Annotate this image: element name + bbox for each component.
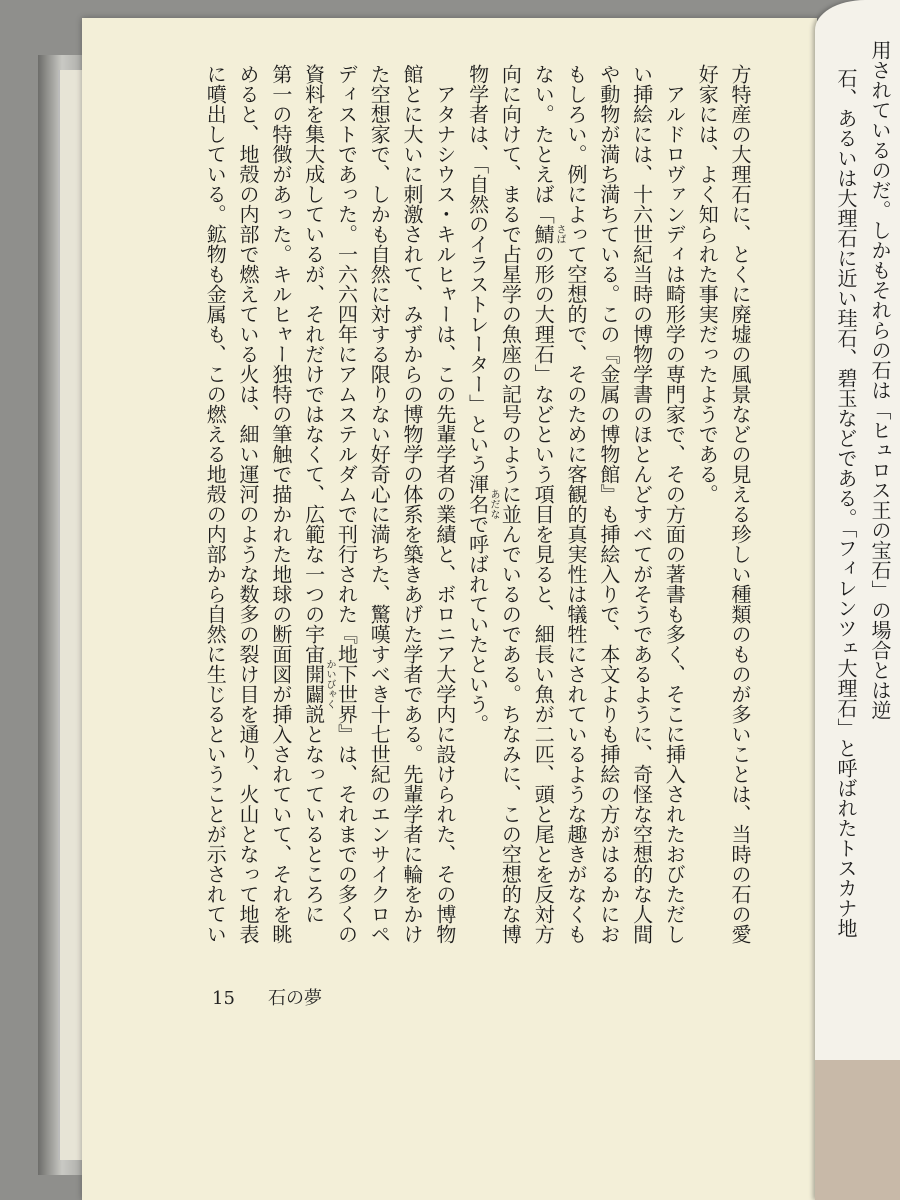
ruby-adana: あだな: [488, 489, 499, 519]
text-column: 館とに大いに刺激されて、みずからの博物学の体系を築きあげた学者である。先輩学者に輪をかけ: [400, 64, 425, 944]
text-column: 物学者は、「自然のイラストレーター」という渾名で呼ばれていたという。: [465, 64, 490, 734]
text-column: た空想家で、しかも自然に対する限りない好奇心に満ちた、驚嘆すべき十七世紀のエンサイクロペ: [367, 64, 392, 944]
text-column: もしろい。例によって空想的で、そのために客観的真実性は犠牲にされているような趣きがなくも: [564, 64, 589, 944]
ruby-saba: さば: [554, 224, 565, 244]
text-column: アタナシウス・キルヒャーは、この先輩学者の業績と、ボロニア大学内に設けられた、その博物: [432, 64, 457, 944]
text-column: めると、地殻の内部で燃えている火は、細い運河のような数多の裂け目を通り、火山となって地表: [236, 64, 261, 944]
text-column: 第一の特徴があった。キルヒャー独特の筆触で描かれた地球の断面図が挿入されていて、それを眺: [268, 64, 293, 944]
text-column: 向に向けて、まるで占星学の魚座の記号のように並んでいるのである。ちなみに、この空想的な博: [498, 64, 523, 944]
running-title: 石の夢: [268, 988, 322, 1009]
vertical-body-text: [205, 64, 750, 954]
text-column: ディストであった。一六六四年にアムステルダムで刊行された『地下世界』は、それまでの多くの: [334, 64, 359, 944]
text-column: に噴出している。鉱物も金属も、この燃える地殻の内部から自然に生じるということが示されてい: [203, 64, 228, 944]
text-column: アルドロヴァンディは畸形学の専門家で、その方面の著書も多く、そこに挿入されたおびただし: [662, 64, 687, 944]
text-column: 資料を集大成しているが、それだけではなくて、広範な一つの宇宙開闢説となっているところに: [301, 64, 326, 924]
text-column: や動物が満ち満ちている。この『金属の博物館』も挿絵入りで、本文よりも挿絵の方がはるかにお: [596, 64, 621, 944]
text-column: 好家には、よく知られた事実だったようである。: [695, 64, 720, 504]
page-number: 15: [212, 988, 235, 1009]
next-page-column: 石、あるいは大理石に近い珪石、碧玉などである。「フィレンツェ大理石」と呼ばれたトスカナ地: [834, 68, 858, 938]
text-column: ない。たとえば「鯖の形の大理石」などという項目を見ると、細長い魚が二匹、頭と尾とを反対方: [531, 64, 556, 944]
next-page-column: 用されているのだ。しかもそれらの石は「ヒュロス王の宝石」の場合とは逆: [868, 40, 892, 720]
ruby-kaibyaku: かいびゃく: [324, 659, 335, 709]
text-column: 方特産の大理石に、とくに廃墟の風景などの見える珍しい種類のものが多いことは、当時の石の愛: [728, 64, 752, 944]
text-column: い挿絵には、十六世紀当時の博物学書のほとんどすべてがそうであるように、奇怪な空想的な人間: [629, 64, 654, 944]
next-page-bottom-edge: [815, 1060, 900, 1200]
